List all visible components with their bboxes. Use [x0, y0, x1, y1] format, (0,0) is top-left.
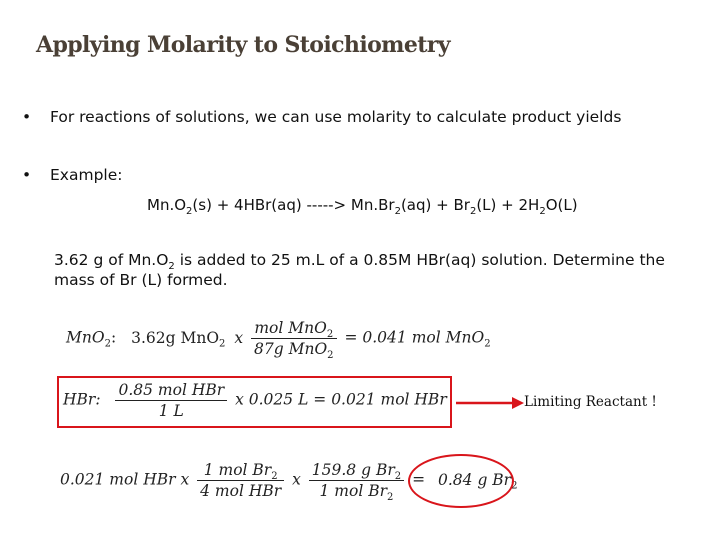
calc-br2: 0.021 mol HBr x $\frac{1 mol Br_2}{\text{4 mol HBr}}$ x $\frac{159.8 g Br_2}{1 mol Br_2}$ = 0.84 g $Br_2$ [60, 461, 518, 503]
slide-title: Applying Molarity to Stoichiometry [36, 32, 450, 58]
bullet-dot: • [22, 166, 32, 184]
limiting-reactant-label: Limiting Reactant ! [524, 394, 657, 410]
fraction-mol-ratio: $\frac{1 mol Br_2}{\text{4 mol HBr}}$ [197, 460, 284, 501]
bullet-dot: • [22, 108, 32, 126]
fraction-mno2: $\frac{mol MnO_2}{87g MnO_2}$ [251, 318, 337, 359]
bullet-1-text: For reactions of solutions, we can use molarity to calculate product yields [50, 108, 622, 126]
bullet-2-text: Example: [50, 166, 123, 184]
answer-circle [408, 454, 514, 508]
fraction-molar-mass: $\frac{159.8 g Br_2}{1 mol Br_2}$ [309, 460, 404, 501]
calc-hbr: HBr: $\frac{\text{0.85 mol HBr}}{1 L}$ x 0.025 L = 0.021 mol HBr [63, 381, 447, 420]
chemical-equation: $Mn.O_2(s) + 4HBr(aq)$ -----> $Mn.Br_2(aq) + Br_2(L) + 2H_2O(L)$ [147, 196, 578, 217]
arrow-icon [456, 396, 524, 410]
problem-statement: 3.62 g of $Mn.O_2$ is added to 25 m.L of a 0.85M HBr(aq) solution. Determine the mass of Br (L) formed. [54, 251, 665, 289]
calc-mno2: MnO$_2$: 3.62g MnO$_2$ x $\frac{mol MnO_2}{87g MnO_2}$ = 0.041 mol MnO$_2$ [66, 319, 491, 361]
fraction-hbr: $\frac{\text{0.85 mol HBr}}{1 L}$ [115, 380, 227, 421]
